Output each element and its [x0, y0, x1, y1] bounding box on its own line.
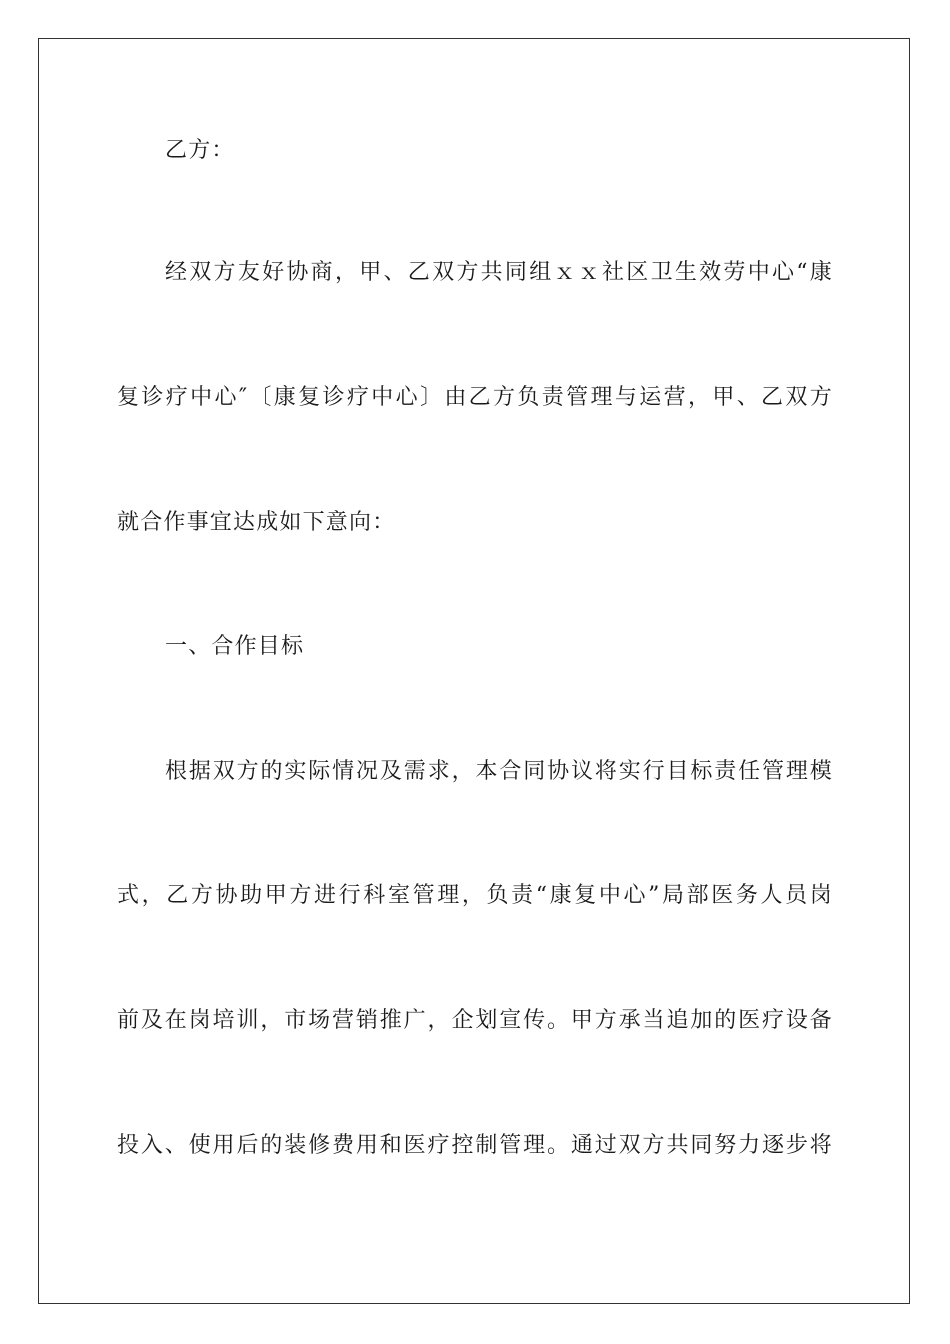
page-border: [38, 38, 910, 1304]
paragraph-line: 式，乙方协助甲方进行科室管理，负责“康复中心”局部医务人员岗: [117, 883, 833, 908]
paragraph-line: 就合作事宜达成如下意向：: [117, 510, 396, 535]
party-b-label: 乙方：: [165, 138, 235, 163]
paragraph-line: 前及在岗培训，市场营销推广，企划宣传。甲方承当追加的医疗设备: [117, 1008, 833, 1033]
section-heading: 一、合作目标: [165, 634, 305, 659]
paragraph-line: 复诊疗中心″〔康复诊疗中心〕由乙方负责管理与运营，甲、乙双方: [117, 385, 833, 410]
paragraph-line: 经双方友好协商，甲、乙双方共同组ｘｘ社区卫生效劳中心“康: [165, 260, 833, 285]
paragraph-line: 投入、使用后的装修费用和医疗控制管理。通过双方共同努力逐步将: [117, 1133, 833, 1158]
paragraph-line: 根据双方的实际情况及需求，本合同协议将实行目标责任管理模: [165, 759, 833, 784]
